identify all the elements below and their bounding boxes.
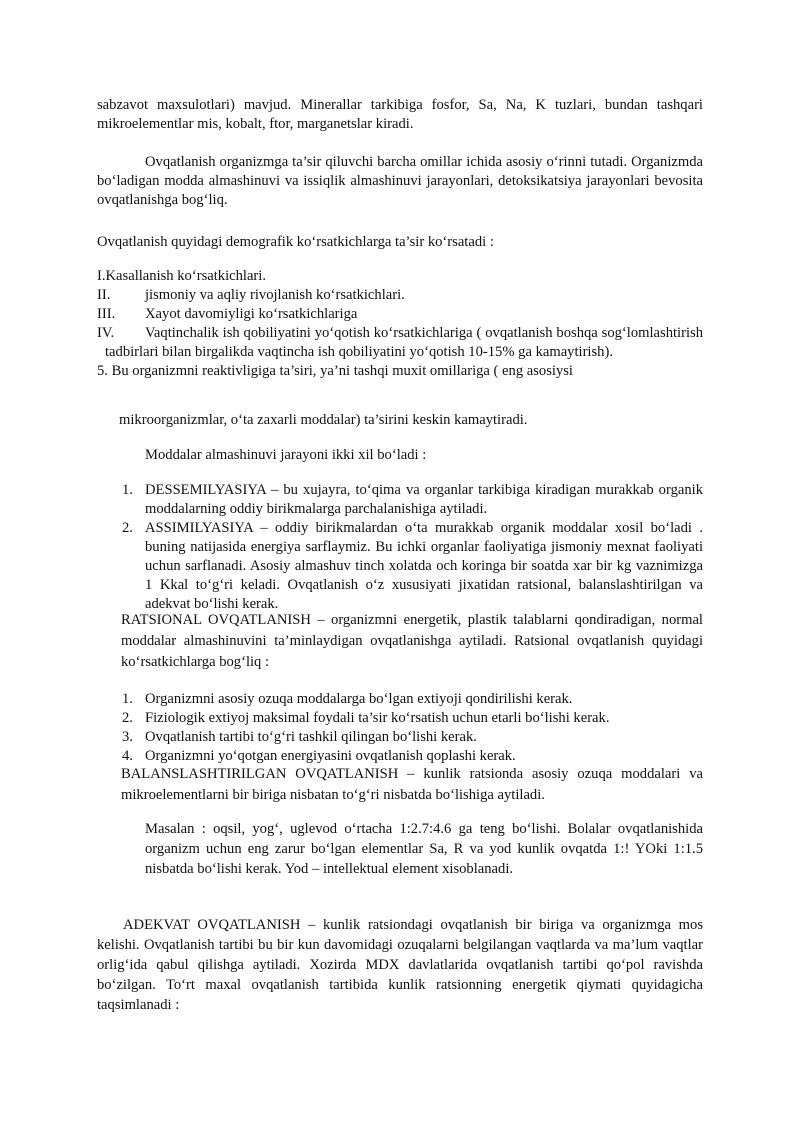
demographic-item-2: [97, 286, 703, 305]
paragraph-demographic-intro: Ovqatlanish quyidagi demografik ko‘rsatkichlarga ta’sir ko‘rsatadi :: [97, 234, 494, 250]
rational-item-1: [97, 690, 703, 709]
metabolism-item-1: [97, 481, 703, 519]
list-text: Bu organizmni reaktivligiga ta’siri, ya’ni tashqi muxit omillariga ( eng asosiysi: [111, 363, 573, 379]
demographic-item-5: [97, 362, 703, 381]
metabolism-list: [97, 481, 703, 614]
list-text: Ovqatlanish tartibi to‘g‘ri tashkil qilingan bo‘lishi kerak.: [145, 729, 477, 745]
list-text: jismoniy va aqliy rivojlanish ko‘rsatkichlari.: [145, 287, 405, 303]
list-text: Vaqtinchalik ish qobiliyatini yo‘qotish ko‘rsatkichlariga ( ovqatlanish boshqa sog‘lomlashtirish tadbirlari bilan birgalikda vaqtincha ish qobiliyatini yo‘qotish 10-15% ga kamaytirish).: [105, 325, 703, 360]
rational-list: [97, 690, 703, 766]
list-number: 2.: [122, 710, 133, 726]
paragraph-nutrition-role: Ovqatlanish organizmga ta’sir qiluvchi barcha omillar ichida asosiy o‘rinni tutadi. Organizmda bo‘ladigan modda almashinuvi va issiqlik almashinuvi jarayonlari, detoksikatsiya jarayonlari bevosita ovqatlanishga bog‘liq.: [97, 154, 703, 208]
list-number: 4.: [122, 748, 133, 764]
demographic-list: [97, 267, 703, 381]
paragraph-microorganisms: mikroorganizmlar, o‘ta zaxarli moddalar) ta’sirini keskin kamaytiradi.: [119, 412, 528, 428]
paragraph-rational-nutrition: RATSIONAL OVQATLANISH – organizmni energetik, plastik talablarni qondiradigan, normal moddalar almashinuvini ta’minlaydigan ovqatlanishga aytiladi. Ratsional ovqatlanish quyidagi ko‘rsatkichlarga bog‘liq :: [121, 612, 703, 670]
list-text: Organizmni yo‘qotgan energiyasini ovqatlanish qoplashi kerak.: [145, 748, 516, 764]
metabolism-item-2: [97, 519, 703, 614]
list-number: 1.: [122, 482, 133, 498]
demographic-item-1: [97, 267, 703, 286]
demographic-item-3: [97, 305, 703, 324]
paragraph-example-ratio: Masalan : oqsil, yog‘, uglevod o‘rtacha 1:2.7:4.6 ga teng bo‘lishi. Bolalar ovqatlanishida organizm uchun eng zarur bo‘lgan elementlar Sa, R va yod kunlik ovqatda 1:! YOki 1:1.5 nisbatda bo‘lishi kerak. Yod – intellektual element xisoblanadi.: [145, 821, 703, 877]
paragraph-adequate-nutrition: ADEKVAT OVQATLANISH – kunlik ratsiondagi ovqatlanish bir biriga va organizmga mos kelishi. Ovqatlanish tartibi bu bir kun davomidagi ozuqalarni belgilangan vaqtlarda va ma’lum vaqtlar orlig‘ida qabul qilishga aytiladi. Xozirda MDX davlatlarida ovqatlanish tartibi qo‘pol ravishda bo‘zilgan. To‘rt maxal ovqatlanish tartibida kunlik ratsionning energetik qiymati quyidagicha taqsimlanadi :: [97, 917, 703, 1013]
list-number: 1.: [122, 691, 133, 707]
list-text: Organizmni asosiy ozuqa moddalarga bo‘lgan extiyoji qondirilishi kerak.: [145, 691, 573, 707]
list-text: Fiziologik extiyoj maksimal foydali ta’sir ko‘rsatish uchun etarli bo‘lishi kerak.: [145, 710, 610, 726]
list-number: II.: [97, 287, 111, 303]
list-number: 5.: [97, 363, 108, 379]
list-text: ASSIMILYASIYA – oddiy birikmalardan o‘ta murakkab organik moddalar xosil bo‘ladi . buning natijasida energiya sarflaymiz. Bu ichki organlar faoliyatiga jismoniy mexnat faoliyati uchun sarflanadi. Asosiy almashuv tinch xolatda och koringa bir soatda xar bir kg vaznimizga 1 Kkal to‘g‘ri keladi. Ovqatlanish o‘z xususiyati jixatidan ratsional, balanslashtirilgan va adekvat bo‘lishi kerak.: [145, 520, 703, 612]
list-number: I.: [97, 268, 106, 284]
list-number: 3.: [122, 729, 133, 745]
list-number: III.: [97, 306, 116, 322]
list-text: Xayot davomiyligi ko‘rsatkichlariga: [145, 306, 358, 322]
list-number: 2.: [122, 520, 133, 536]
paragraph-balanced-nutrition: BALANSLASHTIRILGAN OVQATLANISH – kunlik ratsionda asosiy ozuqa moddalari va mikroelementlarni bir biriga nisbatan to‘g‘ri nisbatda bo‘lishiga aytiladi.: [121, 766, 703, 803]
paragraph-metabolism-intro: Moddalar almashinuvi jarayoni ikki xil bo‘ladi :: [145, 447, 427, 463]
list-text: DESSEMILYASIYA – bu xujayra, to‘qima va organlar tarkibiga kiradigan murakkab organik moddalarning oddiy birikmalarga parchalanishiga aytiladi.: [145, 482, 703, 517]
rational-item-2: [97, 709, 703, 728]
rational-item-3: [97, 728, 703, 747]
list-text: Kasallanish ko‘rsatkichlari.: [105, 268, 266, 284]
list-number: IV.: [97, 325, 115, 341]
demographic-item-4: [97, 324, 703, 362]
paragraph-minerals: sabzavot maxsulotlari) mavjud. Minerallar tarkibiga fosfor, Sa, Na, K tuzlari, bundan tashqari mikroelementlar mis, kobalt, ftor, marganetslar kiradi.: [97, 97, 703, 132]
